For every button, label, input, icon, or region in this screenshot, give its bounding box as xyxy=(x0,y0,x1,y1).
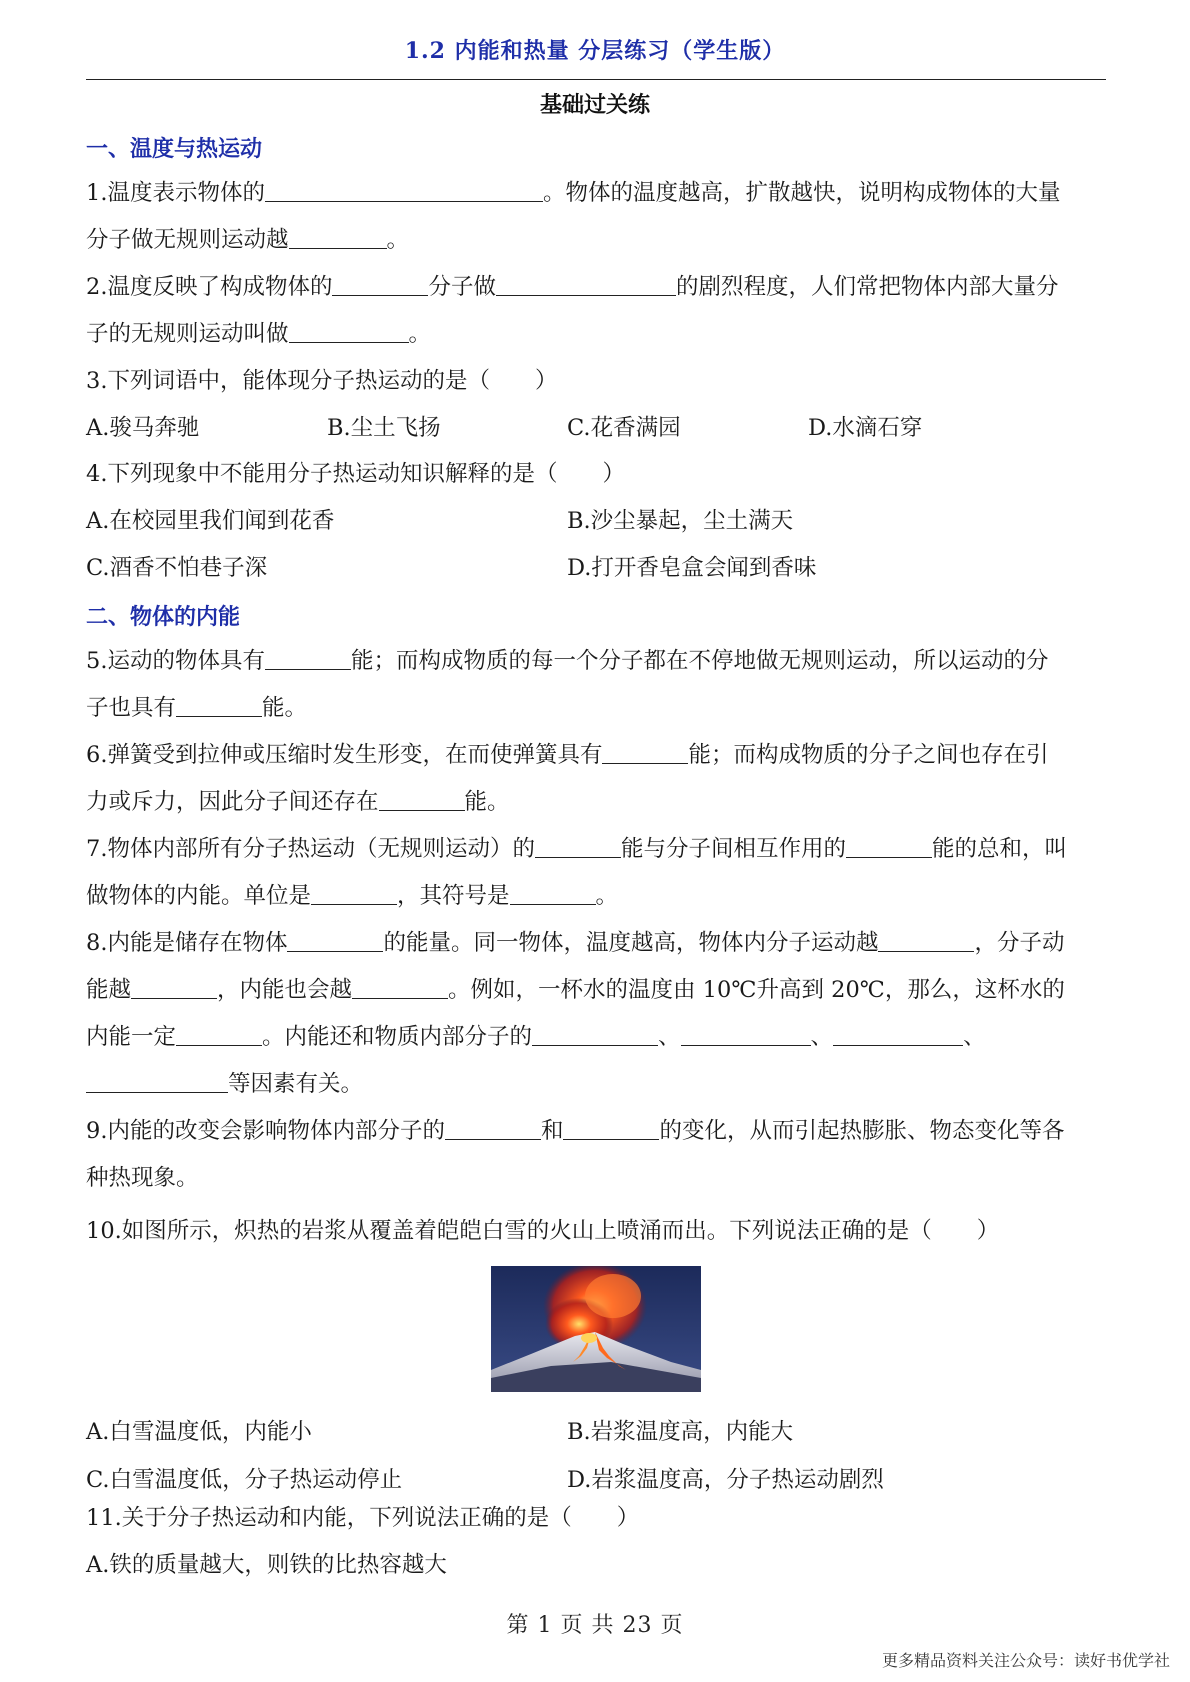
answer-blank[interactable] xyxy=(445,1117,541,1140)
answer-blank[interactable] xyxy=(833,1023,963,1046)
answer-blank[interactable] xyxy=(332,273,428,296)
question-10-option-b[interactable]: B.岩浆温度高，内能大 xyxy=(567,1419,794,1445)
answer-blank[interactable] xyxy=(563,1117,659,1140)
question-10-stem: 10.如图所示，炽热的岩浆从覆盖着皑皑白雪的火山上喷涌而出。下列说法正确的是（ ） xyxy=(86,1218,1000,1244)
question-9-line-2: 种热现象。 xyxy=(86,1165,199,1191)
question-4-option-c[interactable]: C.酒香不怕巷子深 xyxy=(86,555,268,581)
question-8-line-4: 等因素有关。 xyxy=(86,1069,1106,1099)
question-11-stem: 11.关于分子热运动和内能，下列说法正确的是（ ） xyxy=(86,1505,640,1531)
question-10-option-c[interactable]: C.白雪温度低，分子热运动停止 xyxy=(86,1467,403,1493)
question-10-option-d[interactable]: D.岩浆温度高，分子热运动剧烈 xyxy=(567,1467,884,1493)
document-title: 1.2 内能和热量 分层练习（学生版） xyxy=(404,38,786,64)
question-11-option-a[interactable]: A.铁的质量越大，则铁的比热容越大 xyxy=(86,1552,447,1578)
question-4-stem: 4.下列现象中不能用分子热运动知识解释的是（ ） xyxy=(86,461,625,487)
question-3-option-d[interactable]: D.水滴石穿 xyxy=(808,415,923,441)
question-6-line-2: 力或斥力，因此分子间还存在 能。 xyxy=(86,789,510,815)
answer-blank[interactable] xyxy=(86,1070,228,1093)
answer-blank[interactable] xyxy=(846,835,932,858)
answer-blank[interactable] xyxy=(131,976,217,999)
answer-blank[interactable] xyxy=(878,929,974,952)
document-subtitle: 基础过关练 xyxy=(539,92,650,118)
question-10-option-a[interactable]: A.白雪温度低，内能小 xyxy=(86,1419,312,1445)
watermark-text: 更多精品资料关注公众号：读好书优学社 xyxy=(881,1651,1170,1670)
answer-blank[interactable] xyxy=(535,835,621,858)
answer-blank[interactable] xyxy=(265,647,351,670)
answer-blank[interactable] xyxy=(289,320,409,343)
question-9-line-1: 9.内能的改变会影响物体内部分子的 和 的变化，从而引起热膨胀、物态变化等各 xyxy=(86,1118,1065,1144)
question-2-line-2: 子的无规则运动叫做 。 xyxy=(86,321,432,347)
question-3-option-b[interactable]: B.尘土飞扬 xyxy=(327,415,441,441)
question-7-line-2: 做物体的内能。单位是 ，其符号是 。 xyxy=(86,883,619,909)
question-3-option-a[interactable]: A.骏马奔驰 xyxy=(86,415,200,441)
answer-blank[interactable] xyxy=(681,1023,811,1046)
question-8-line-1: 8.内能是储存在物体 的能量。同一物体，温度越高，物体内分子运动越 ，分子动 xyxy=(86,930,1065,956)
page-number: 第 1 页 共 23 页 xyxy=(506,1613,684,1638)
answer-blank[interactable] xyxy=(532,1023,658,1046)
answer-blank[interactable] xyxy=(176,1023,262,1046)
answer-blank[interactable] xyxy=(176,694,262,717)
answer-blank[interactable] xyxy=(265,179,543,202)
answer-blank[interactable] xyxy=(379,788,465,811)
answer-blank[interactable] xyxy=(289,226,387,249)
answer-blank[interactable] xyxy=(287,929,383,952)
section-heading-temperature: 一、温度与热运动 xyxy=(86,136,263,162)
section-heading-internal-energy: 二、物体的内能 xyxy=(86,604,241,630)
question-6-line-1: 6.弹簧受到拉伸或压缩时发生形变，在而使弹簧具有 能；而构成物质的分子之间也存在引 xyxy=(86,742,1049,768)
answer-blank[interactable] xyxy=(352,976,448,999)
question-4-option-d[interactable]: D.打开香皂盒会闻到香味 xyxy=(567,555,817,581)
question-3-stem: 3.下列词语中，能体现分子热运动的是（ ） xyxy=(86,368,558,394)
answer-blank[interactable] xyxy=(496,273,676,296)
question-5-line-1: 5.运动的物体具有 能；而构成物质的每一个分子都在不停地做无规则运动，所以运动的分 xyxy=(86,648,1049,674)
question-4-option-b[interactable]: B.沙尘暴起，尘土满天 xyxy=(567,508,794,534)
question-3-option-c[interactable]: C.花香满园 xyxy=(567,415,681,441)
volcano-image xyxy=(491,1266,701,1392)
question-1-line-2: 分子做无规则运动越 。 xyxy=(86,227,410,253)
question-4-option-a[interactable]: A.在校园里我们闻到花香 xyxy=(86,508,335,534)
answer-blank[interactable] xyxy=(311,882,397,905)
question-5-line-2: 子也具有 能。 xyxy=(86,695,308,721)
answer-blank[interactable] xyxy=(602,741,688,764)
question-2-line-1: 2.温度反映了构成物体的 分子做 的剧烈程度，人们常把物体内部大量分 xyxy=(86,274,1059,300)
question-8-line-2: 能越 ，内能也会越 。例如，一杯水的温度由 10℃升高到 20℃，那么，这杯水的 xyxy=(86,977,1065,1003)
question-8-line-3: 内能一定 。内能还和物质内部分子的 、 、 、 xyxy=(86,1024,986,1050)
title-divider xyxy=(86,79,1106,80)
question-1-line-1: 1.温度表示物体的 。物体的温度越高，扩散越快，说明构成物体的大量 xyxy=(86,180,1061,206)
answer-blank[interactable] xyxy=(510,882,596,905)
question-7-line-1: 7.物体内部所有分子热运动（无规则运动）的 能与分子间相互作用的 能的总和，叫 xyxy=(86,836,1067,862)
